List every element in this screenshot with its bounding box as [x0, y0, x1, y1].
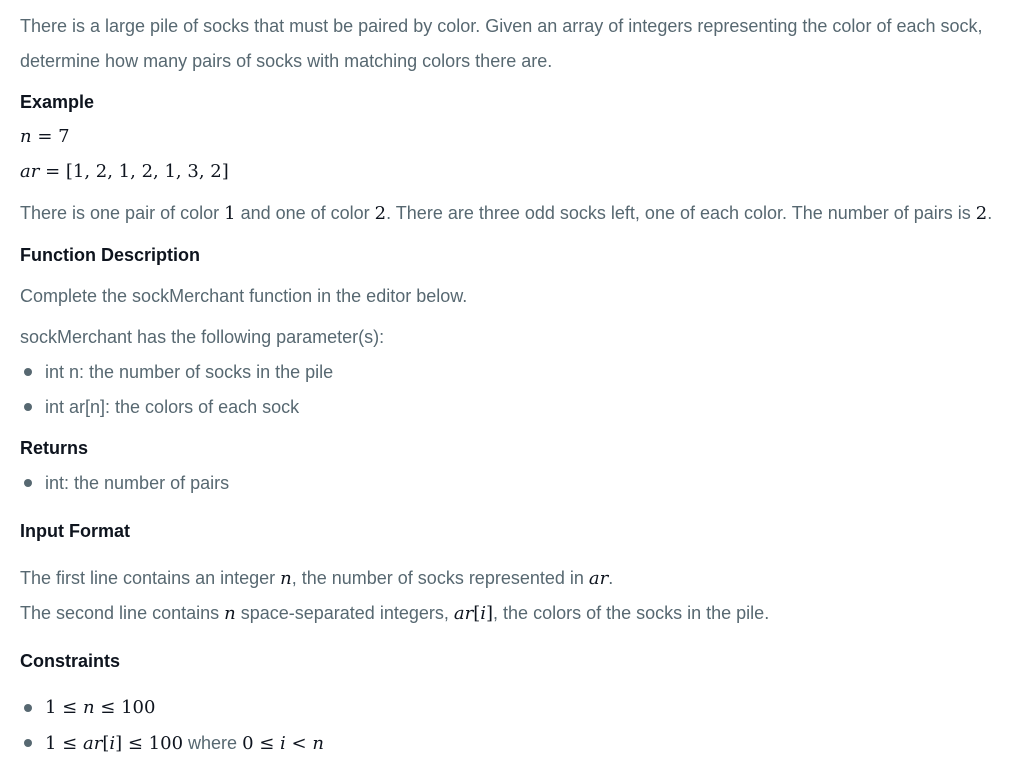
parameters-intro: sockMerchant has the following parameter(s): — [20, 327, 385, 347]
constraint-text: where — [183, 733, 243, 753]
function-description-heading: Function Description — [20, 245, 200, 265]
input-math: i — [480, 603, 487, 624]
bullet — [24, 368, 32, 376]
explain-text: . There are three odd socks left, one of each color. The number of pairs is — [386, 203, 976, 223]
constraint-math: [ — [102, 733, 110, 754]
input-format-line-1 — [20, 566, 613, 591]
constraint-item — [45, 696, 155, 720]
input-text: space-separated integers, — [235, 603, 454, 623]
input-text: The second line contains — [20, 603, 225, 623]
input-format-heading: Input Format — [20, 521, 130, 541]
intro-line-1: There is a large pile of socks that must be paired by color. Given an array of integers representing the color of each sock, — [20, 16, 983, 36]
constraint-math: n — [82, 697, 95, 718]
constraint-math: 0 ≤ — [242, 733, 281, 754]
explain-math: 2 — [374, 203, 387, 224]
explain-math: 2 — [975, 203, 988, 224]
constraints-heading: Constraints — [20, 651, 121, 671]
input-math: n — [280, 568, 292, 589]
example-ar — [20, 160, 229, 184]
ar-value: = [1, 2, 1, 2, 1, 3, 2] — [39, 161, 229, 182]
param-item: int n: the number of socks in the pile — [45, 362, 334, 382]
constraint-math: 1 ≤ — [45, 733, 83, 754]
input-math: ar — [588, 568, 609, 589]
constraint-math: < — [285, 733, 313, 754]
input-text: , the colors of the socks in the pile. — [493, 603, 770, 623]
constraint-math: i — [109, 733, 116, 754]
constraint-item — [45, 731, 324, 756]
returns-heading: Returns — [20, 438, 89, 458]
example-n — [20, 125, 70, 149]
constraint-math: i — [280, 733, 286, 754]
bullet — [24, 704, 32, 712]
bullet — [24, 739, 32, 747]
bullet — [24, 479, 32, 487]
bullet — [24, 403, 32, 411]
input-math: ] — [486, 603, 494, 624]
n-value: = 7 — [31, 126, 70, 147]
var-ar: ar — [20, 161, 40, 182]
input-text: , the number of socks represented in — [291, 568, 589, 588]
explain-text: . — [987, 203, 993, 223]
input-math: [ — [473, 603, 481, 624]
constraint-math: ≤ 100 — [94, 697, 156, 718]
explain-math: 1 — [224, 203, 236, 224]
constraint-math: ar — [82, 733, 103, 754]
input-math: ar — [453, 603, 474, 624]
input-text: . — [608, 568, 614, 588]
explain-text: and one of color — [235, 203, 375, 223]
explain-text: There is one pair of color — [20, 203, 225, 223]
input-text: The first line contains an integer — [20, 568, 281, 588]
param-item: int ar[n]: the colors of each sock — [45, 397, 300, 417]
input-math: n — [224, 603, 236, 624]
example-explanation — [20, 201, 992, 226]
returns-item: int: the number of pairs — [45, 473, 230, 493]
constraint-math: n — [312, 733, 324, 754]
var-n: n — [20, 126, 32, 147]
constraint-math: ] ≤ 100 — [115, 733, 184, 754]
input-format-line-2 — [20, 601, 769, 626]
intro-line-2: determine how many pairs of socks with matching colors there are. — [20, 51, 553, 71]
function-description-text: Complete the sockMerchant function in the editor below. — [20, 286, 468, 306]
constraint-math: 1 ≤ — [45, 697, 83, 718]
example-heading: Example — [20, 92, 95, 112]
